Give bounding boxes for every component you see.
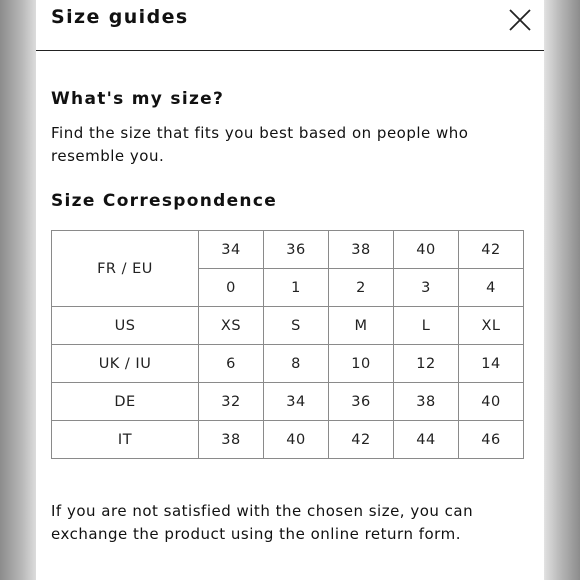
table-cell: 10 bbox=[329, 345, 394, 383]
panel-header bbox=[36, 0, 544, 51]
table-cell: 6 bbox=[199, 345, 264, 383]
table-cell: L bbox=[394, 307, 459, 345]
table-cell: 34 bbox=[264, 383, 329, 421]
table-cell: 38 bbox=[394, 383, 459, 421]
close-button[interactable] bbox=[506, 6, 534, 34]
table-cell: 12 bbox=[394, 345, 459, 383]
table-cell: 36 bbox=[329, 383, 394, 421]
table-cell: 36 bbox=[264, 231, 329, 269]
table-cell: 40 bbox=[459, 383, 524, 421]
table-cell: 40 bbox=[394, 231, 459, 269]
row-label-uk-iu: UK / IU bbox=[52, 345, 199, 383]
table-cell: 44 bbox=[394, 421, 459, 459]
size-correspondence-table bbox=[51, 230, 524, 459]
table-cell: 46 bbox=[459, 421, 524, 459]
table-cell: 1 bbox=[264, 269, 329, 307]
size-correspondence-heading: Size Correspondence bbox=[51, 191, 278, 211]
table-cell: 32 bbox=[199, 383, 264, 421]
table-cell: M bbox=[329, 307, 394, 345]
table-cell: 38 bbox=[199, 421, 264, 459]
table-cell: 40 bbox=[264, 421, 329, 459]
table-cell: 42 bbox=[329, 421, 394, 459]
table-row bbox=[52, 421, 524, 459]
table-cell: 38 bbox=[329, 231, 394, 269]
row-label-fr-eu: FR / EU bbox=[52, 231, 199, 307]
row-label-it: IT bbox=[52, 421, 199, 459]
whats-my-size-heading: What's my size? bbox=[51, 89, 225, 109]
table-cell: XS bbox=[199, 307, 264, 345]
table-row bbox=[52, 383, 524, 421]
table-row bbox=[52, 307, 524, 345]
table-cell: S bbox=[264, 307, 329, 345]
table-cell: 42 bbox=[459, 231, 524, 269]
size-guide-panel bbox=[36, 0, 544, 580]
table-cell: XL bbox=[459, 307, 524, 345]
table-cell: 2 bbox=[329, 269, 394, 307]
table-cell: 0 bbox=[199, 269, 264, 307]
table-row bbox=[52, 345, 524, 383]
table-row bbox=[52, 231, 524, 269]
close-icon bbox=[506, 6, 534, 34]
table-cell: 4 bbox=[459, 269, 524, 307]
exchange-policy-text: If you are not satisfied with the chosen size, you can exchange the product using the online return form. bbox=[51, 502, 474, 543]
row-label-us: US bbox=[52, 307, 199, 345]
table-cell: 3 bbox=[394, 269, 459, 307]
table-cell: 34 bbox=[199, 231, 264, 269]
intro-text: Find the size that fits you best based on people who resemble you. bbox=[51, 124, 469, 165]
panel-title: Size guides bbox=[51, 6, 189, 28]
table-cell: 14 bbox=[459, 345, 524, 383]
row-label-de: DE bbox=[52, 383, 199, 421]
table-cell: 8 bbox=[264, 345, 329, 383]
